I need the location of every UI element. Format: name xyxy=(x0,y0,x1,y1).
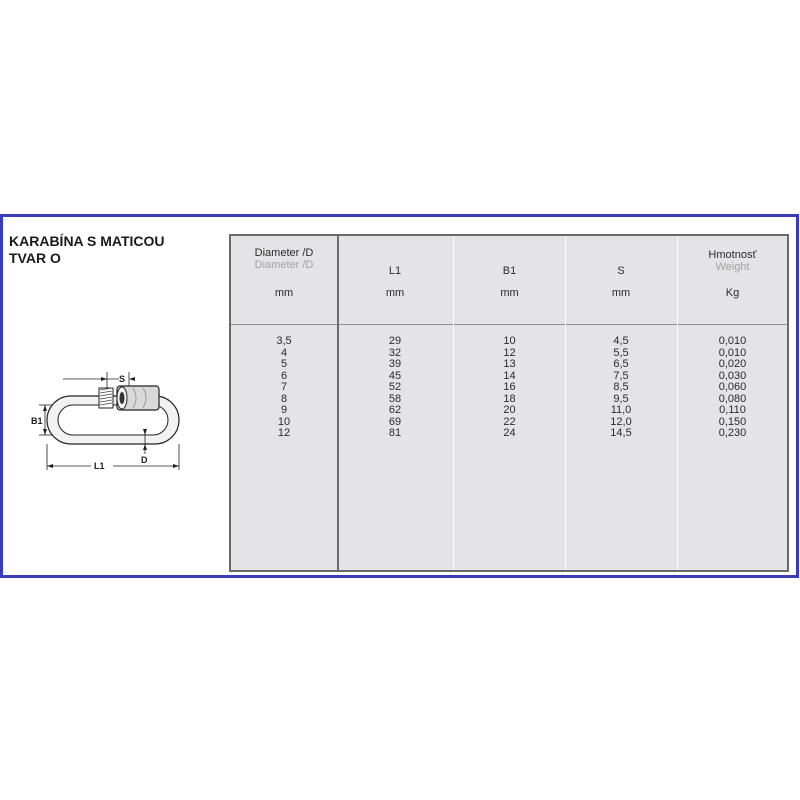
table-cell: 14,5 xyxy=(610,427,632,439)
column-diameter xyxy=(231,236,337,570)
table-cell: 0,150 xyxy=(718,415,747,428)
table-cell: 20 xyxy=(503,404,516,416)
table-cell: 5,5 xyxy=(613,346,629,359)
table-cell: 81 xyxy=(388,427,402,439)
table-cell: 39 xyxy=(388,358,402,370)
column-s xyxy=(566,236,676,570)
dimensions-table xyxy=(229,234,789,572)
weight-values xyxy=(678,336,787,440)
table-cell: 52 xyxy=(388,381,402,393)
table-cell: 32 xyxy=(388,346,402,359)
table-cell: 0,110 xyxy=(719,404,746,416)
product-panel xyxy=(0,214,799,578)
table-cell: 18 xyxy=(503,392,516,405)
table-cell: 9 xyxy=(280,404,288,416)
table-cell: 4 xyxy=(280,346,288,359)
table-cell: 22 xyxy=(503,415,516,428)
diameter-values xyxy=(231,336,337,440)
table-cell: 10 xyxy=(277,415,291,428)
l1-header: L1 xyxy=(388,265,402,277)
product-title-line1: KARABÍNA S MATICOU xyxy=(9,233,165,249)
table-cell: 9,5 xyxy=(613,392,629,405)
table-cell: 12 xyxy=(277,427,291,439)
table-cell: 12,0 xyxy=(610,415,632,428)
column-l1 xyxy=(339,236,451,570)
table-cell: 0,230 xyxy=(718,427,747,439)
table-cell: 45 xyxy=(388,369,402,382)
quick-link-diagram xyxy=(33,362,208,472)
table-cell: 69 xyxy=(388,415,402,428)
diameter-header-alt: Diameter /D xyxy=(254,259,314,271)
product-title xyxy=(9,233,165,267)
table-cell: 6 xyxy=(280,369,288,382)
b1-unit: mm xyxy=(500,287,519,299)
label-b1: B1 xyxy=(31,416,43,426)
column-weight xyxy=(678,236,787,570)
s-values xyxy=(566,336,676,440)
table-cell: 0,060 xyxy=(718,381,747,393)
table-cell: 13 xyxy=(503,358,516,370)
weight-header-alt: Weight xyxy=(715,261,750,273)
table-cell: 4,5 xyxy=(613,335,629,347)
column-b1 xyxy=(454,236,565,570)
weight-unit: Kg xyxy=(725,287,740,299)
product-title-line2: TVAR O xyxy=(9,250,61,266)
weight-header: Hmotnosť xyxy=(708,249,757,261)
table-cell: 3,5 xyxy=(276,335,292,347)
table-cell: 6,5 xyxy=(613,358,629,370)
table-cell: 7,5 xyxy=(613,369,629,382)
s-header: S xyxy=(617,265,625,277)
table-cell: 24 xyxy=(503,427,516,439)
table-cell: 0,010 xyxy=(718,346,747,359)
label-l1: L1 xyxy=(94,461,105,471)
table-cell: 16 xyxy=(503,381,516,393)
table-cell: 5 xyxy=(280,358,288,370)
diameter-header: Diameter /D xyxy=(254,247,314,259)
b1-header: B1 xyxy=(502,265,517,277)
table-cell: 0,020 xyxy=(718,358,747,370)
label-s: S xyxy=(119,374,126,384)
b1-values xyxy=(454,336,565,440)
table-cell: 11,0 xyxy=(610,404,632,416)
diameter-unit: mm xyxy=(274,287,294,299)
table-cell: 8 xyxy=(280,392,288,405)
table-cell: 62 xyxy=(388,404,402,416)
table-cell: 8,5 xyxy=(613,381,629,393)
table-cell: 0,010 xyxy=(718,335,747,347)
l1-values xyxy=(339,336,451,440)
table-cell: 10 xyxy=(503,335,516,347)
label-d: D xyxy=(141,455,148,465)
table-cell: 29 xyxy=(388,335,402,347)
table-cell: 0,030 xyxy=(718,369,747,382)
table-cell: 14 xyxy=(503,369,516,382)
table-cell: 7 xyxy=(280,381,288,393)
table-cell: 58 xyxy=(388,392,402,405)
l1-unit: mm xyxy=(385,287,405,299)
table-cell: 0,080 xyxy=(718,392,747,405)
s-unit: mm xyxy=(611,287,631,299)
table-cell: 12 xyxy=(503,346,516,359)
